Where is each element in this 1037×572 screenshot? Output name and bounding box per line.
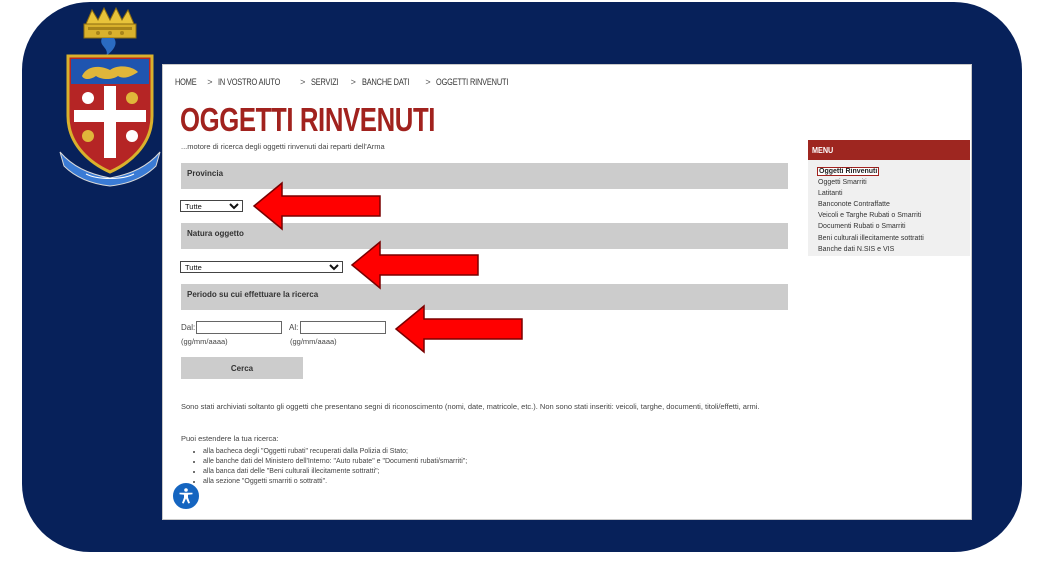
menu-item-oggetti-rinvenuti[interactable]: Oggetti Rinvenuti: [819, 168, 878, 175]
periodo-label: Periodo su cui effettuare la ricerca: [187, 290, 319, 299]
menu-item-latitanti[interactable]: Latitanti: [818, 190, 843, 197]
menu-item-documenti[interactable]: Documenti Rubati o Smarriti: [818, 223, 906, 230]
extend-search-text: Puoi estendere la tua ricerca:: [181, 434, 279, 443]
dal-date-hint: (gg/mm/aaaa): [181, 337, 228, 346]
menu-item-banconote[interactable]: Banconote Contraffatte: [818, 201, 890, 208]
menu-item-oggetti-smarriti[interactable]: Oggetti Smarriti: [818, 179, 867, 186]
breadcrumb-banche-dati[interactable]: BANCHE DATI: [361, 77, 409, 87]
arrow-left-icon: [350, 240, 482, 290]
list-item[interactable]: • alla sezione "Oggetti smarriti o sottratti".: [203, 477, 467, 487]
dal-date-input[interactable]: [196, 321, 282, 334]
menu-item-banche-dati[interactable]: Banche dati N.SIS e VIS: [818, 246, 895, 253]
breadcrumb-in-vostro-aiuto[interactable]: IN VOSTRO AIUTO: [218, 77, 281, 87]
breadcrumb-current: OGGETTI RINVENUTI: [436, 77, 509, 87]
menu-title: MENU: [812, 145, 834, 155]
list-item[interactable]: • alle banche dati del Ministero dell'Interno: "Auto rubate" e "Documenti rubati/smarriti";: [203, 457, 467, 467]
breadcrumb-separator: >: [425, 77, 431, 87]
list-item[interactable]: • alla bacheca degli "Oggetti rubati" recuperati dalla Polizia di Stato;: [203, 447, 467, 457]
dal-label: Dal:: [181, 323, 196, 332]
breadcrumb: [175, 77, 525, 87]
provincia-select[interactable]: [180, 200, 243, 212]
accessibility-icon: [177, 487, 195, 505]
breadcrumb-home[interactable]: HOME: [175, 77, 197, 87]
accessibility-button[interactable]: [172, 482, 200, 510]
arrow-left-icon: [394, 304, 526, 354]
breadcrumb-separator: >: [350, 77, 356, 87]
breadcrumb-separator: >: [300, 77, 306, 87]
breadcrumb-separator: >: [207, 77, 213, 87]
breadcrumb-servizi[interactable]: SERVIZI: [311, 77, 339, 87]
menu-item-beni-culturali[interactable]: Beni culturali illecitamente sottratti: [818, 235, 924, 242]
sidebar-menu: [808, 160, 970, 256]
page-subtitle: ...motore di ricerca degli oggetti rinvenuti dai reparti dell'Arma: [181, 142, 385, 151]
al-date-hint: (gg/mm/aaaa): [290, 337, 337, 346]
cerca-button[interactable]: Cerca: [181, 357, 303, 379]
page-title: OGGETTI RINVENUTI: [180, 101, 436, 138]
arrow-left-icon: [252, 181, 384, 231]
menu-item-veicoli[interactable]: Veicoli e Targhe Rubati o Smarriti: [818, 212, 922, 219]
extend-search-list: [191, 447, 467, 487]
natura-label: Natura oggetto: [187, 229, 244, 238]
al-label: Al:: [289, 323, 299, 332]
carabinieri-emblem-logo: [58, 6, 162, 188]
menu-header: [808, 140, 970, 160]
info-paragraph: Sono stati archiviati soltanto gli oggetti che presentano segni di riconoscimento (nomi, date, matricole, etc.). Non sono stati inseriti: veicoli, targhe, documenti, titoli/effetti, armi.: [181, 402, 760, 411]
list-item[interactable]: • alla banca dati delle "Beni culturali illecitamente sottratti";: [203, 467, 467, 477]
al-date-input[interactable]: [300, 321, 386, 334]
browser-page: [162, 64, 972, 520]
natura-oggetto-select[interactable]: [180, 261, 343, 273]
provincia-label: Provincia: [187, 169, 224, 178]
